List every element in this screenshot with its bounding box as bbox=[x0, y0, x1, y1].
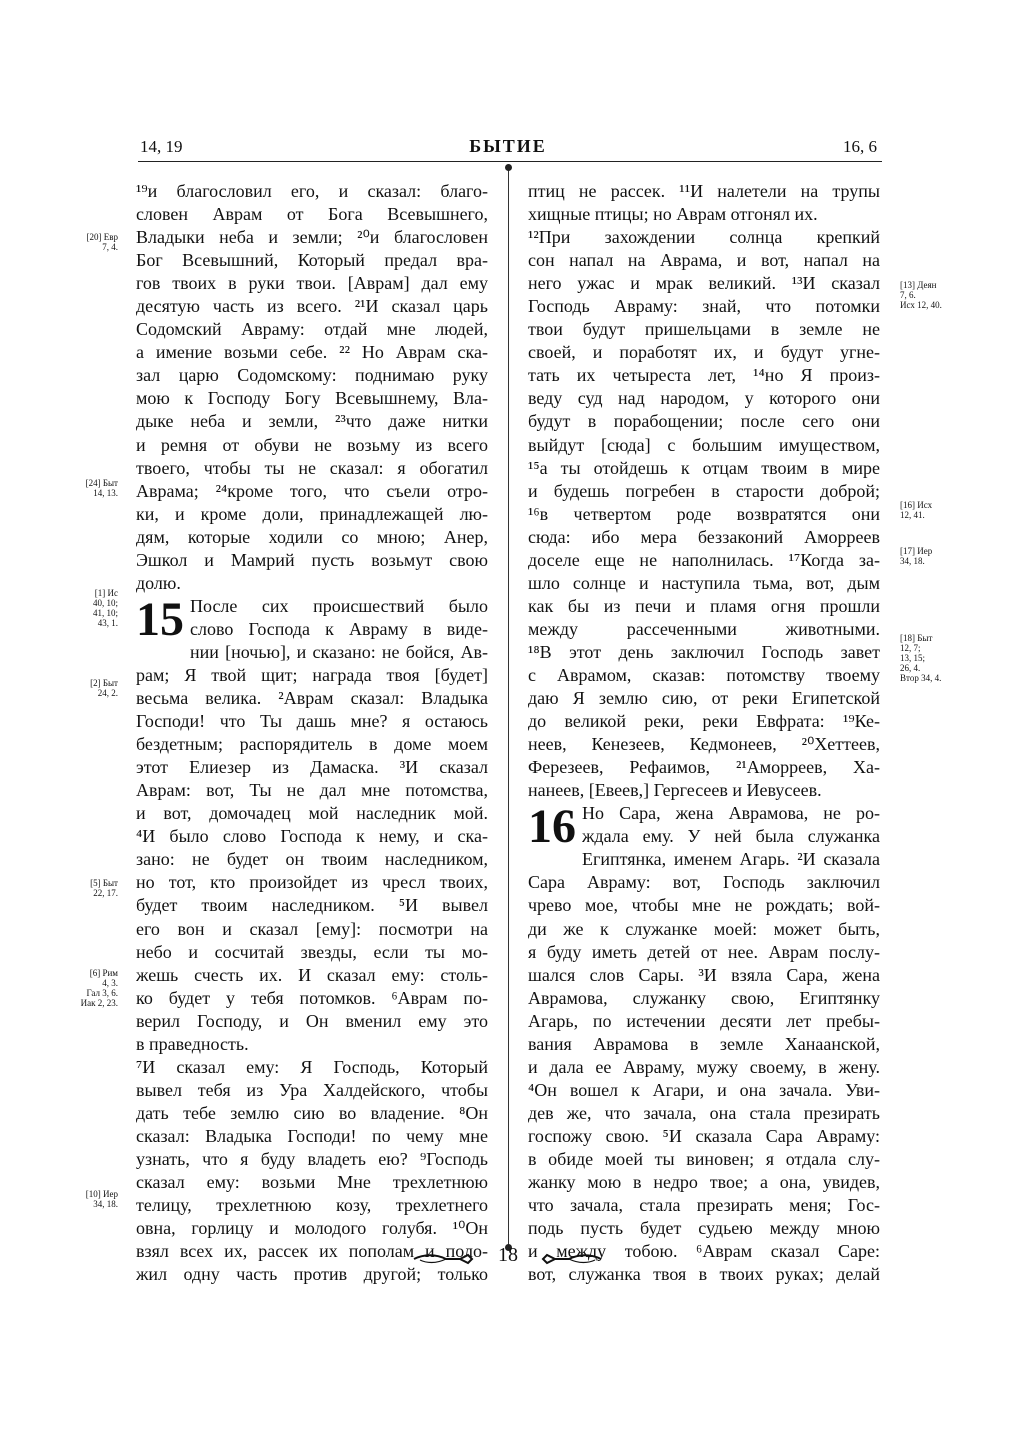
text-line: а имение возьми себе. ²² Но Аврам ска- bbox=[136, 342, 488, 363]
text-line: Аврама; ²⁴кроме того, что съели отро- bbox=[136, 480, 488, 501]
text-line: зано: не будет он твоим наследником, bbox=[136, 849, 488, 870]
text-line: жешь счесть их. И сказал ему: столь- bbox=[136, 964, 488, 985]
text-line: Сара Авраму: вот, Господь заключил bbox=[528, 872, 880, 893]
cross-reference-line: 7, 6. bbox=[900, 290, 916, 300]
cross-reference-line: [17] Иер bbox=[900, 546, 933, 556]
chapter-16-block bbox=[528, 802, 880, 1286]
text-line: дев же, что зачала, она стала презирать bbox=[528, 1102, 880, 1123]
cross-reference-line: Втор 34, 4. bbox=[900, 673, 942, 683]
cross-reference-line: Иак 2, 23. bbox=[80, 998, 118, 1008]
text-line: слово Господа к Авраму в виде- bbox=[190, 618, 488, 639]
cross-reference-note bbox=[64, 968, 118, 1008]
header-rule bbox=[138, 161, 882, 162]
text-line: веду суд над народом, у которого они bbox=[528, 388, 880, 409]
text-line: Эшкол и Мамрий пусть возьмут свою bbox=[136, 549, 488, 570]
text-line: десятую часть из всего. ²¹И сказал царь bbox=[136, 296, 488, 317]
text-line: шло солнце и наступила тьма, вот, дым bbox=[528, 572, 880, 593]
text-line: Аврам: вот, Ты не дал мне потомства, bbox=[136, 780, 488, 801]
cross-reference-line: [10] Иер bbox=[85, 1189, 118, 1199]
cross-reference-line: [5] Быт bbox=[90, 878, 118, 888]
cross-reference-line: 7, 4. bbox=[102, 242, 118, 252]
text-line: ди же к служанке моей: может быть, bbox=[528, 918, 880, 939]
cross-reference-note bbox=[64, 588, 118, 628]
cross-reference-line: [13] Деян bbox=[900, 280, 937, 290]
text-line: бездетным; распорядитель в доме моем bbox=[136, 734, 488, 755]
cross-reference-line: 12, 41. bbox=[900, 510, 925, 520]
text-line: доселе еще не наполнилась. ¹⁷Когда за- bbox=[528, 549, 880, 570]
text-line: его вон и сказал [ему]: посмотри на bbox=[136, 918, 488, 939]
text-line: твои будут пришельцами в земле не bbox=[528, 319, 880, 340]
text-line: этот Елиезер из Дамаска. ³И сказал bbox=[136, 757, 488, 778]
cross-reference-line: 12, 7; bbox=[900, 643, 921, 653]
text-line: госпожу свою. ⁵И сказала Сара Авраму: bbox=[528, 1125, 880, 1146]
cross-reference-line: 13, 15; bbox=[900, 653, 926, 663]
text-line: и между тобою. ⁶Аврам сказал Саре: bbox=[528, 1241, 880, 1262]
text-line: словен Аврам от Бога Всевышнего, bbox=[136, 204, 488, 225]
text-line: жил одну часть против другой; только bbox=[136, 1264, 488, 1285]
text-line: сюда: ибо мера беззаконий Аморреев bbox=[528, 526, 880, 547]
cross-reference-note bbox=[900, 633, 960, 683]
text-line: и будешь погребен в старости доброй; bbox=[528, 480, 880, 501]
cross-reference-line: 22, 17. bbox=[93, 888, 118, 898]
text-line: дям, которые ходили со мною; Анер, bbox=[136, 526, 488, 547]
cross-reference-note bbox=[64, 232, 118, 252]
text-line: Но Сара, жена Аврамова, не ро- bbox=[582, 803, 880, 824]
text-line: овна, горлицу и молодого голубя. ¹⁰Он bbox=[136, 1218, 488, 1239]
running-head-left-ref: 14, 19 bbox=[140, 137, 183, 156]
cross-reference-note bbox=[64, 678, 118, 698]
text-line: Египтянка, именем Агарь. ²И сказала bbox=[582, 849, 880, 870]
text-line: ⁴Он вошел к Агари, и она зачала. Уви- bbox=[528, 1079, 880, 1100]
chapter-15-text bbox=[136, 592, 488, 1056]
text-line: ⁷И сказал ему: Я Господь, Который bbox=[136, 1056, 488, 1077]
cross-reference-line: [2] Быт bbox=[90, 678, 118, 688]
running-head-title: БЫТИЕ bbox=[469, 136, 547, 156]
cross-reference-note bbox=[64, 1189, 118, 1209]
cross-reference-line: [24] Быт bbox=[85, 478, 118, 488]
text-line: шался слов Сары. ³И взяла Сара, жена bbox=[528, 964, 880, 985]
left-text-column bbox=[136, 180, 488, 1286]
cross-reference-line: [1] Ис bbox=[94, 588, 118, 598]
text-line: в праведность. bbox=[136, 1033, 249, 1054]
text-line: своей, и поработят их, и будут угне- bbox=[528, 342, 880, 363]
text-line: дыке неба и земли, ²³что даже нитки bbox=[136, 411, 488, 432]
cross-reference-line: 4, 3. bbox=[102, 978, 118, 988]
text-line: как бы из печи и пламя огня прошли bbox=[528, 595, 880, 616]
cross-reference-note bbox=[900, 500, 960, 520]
chapter-number-16: 16 bbox=[528, 800, 576, 854]
text-line: с Аврамом, сказав: потомству твоему bbox=[528, 664, 880, 685]
text-line: жанку мою в недро твое; а она, увидев, bbox=[528, 1172, 880, 1193]
left-chapter-14-text bbox=[136, 180, 488, 595]
text-line: будут в порабощении; после сего они bbox=[528, 411, 880, 432]
text-line: даю Я землю сию, от реки Египетской bbox=[528, 688, 880, 709]
text-line: дать тебе землю сию во владение. ⁸Он bbox=[136, 1102, 488, 1123]
text-line: Господь Авраму: знай, что потомки bbox=[528, 296, 880, 317]
text-line: После сих происшествий было bbox=[190, 595, 488, 616]
text-line: нии [ночью], и сказано: не бойся, Ав- bbox=[190, 641, 488, 662]
text-line: неев, Кенезеев, Кедмонеев, ²⁰Хеттеев, bbox=[528, 734, 880, 755]
cross-reference-note bbox=[900, 280, 960, 310]
running-head-right-ref: 16, 6 bbox=[843, 137, 877, 156]
text-line: ⁴И было слово Господа к нему, и ска- bbox=[136, 826, 488, 847]
text-line: до великой реки, реки Евфрата: ¹⁹Ке- bbox=[528, 711, 880, 732]
text-line: птиц не рассек. ¹¹И налетели на трупы bbox=[528, 181, 880, 201]
text-line: ¹⁸В этот день заключил Господь завет bbox=[528, 641, 880, 662]
text-line: нанеев, [Евеев,] Гергесеев и Иевусеев. bbox=[528, 780, 822, 801]
text-line: весьма велика. ²Аврам сказал: Владыка bbox=[136, 688, 488, 709]
text-line: Ферезеев, Рефаимов, ²¹Аморреев, Ха- bbox=[528, 757, 880, 778]
text-line: но тот, кто произойдет из чресл твоих, bbox=[136, 872, 488, 893]
text-line: что зачала, стала презирать меня; Гос- bbox=[528, 1195, 880, 1216]
right-text-column bbox=[528, 180, 880, 1286]
text-line: вания Аврамова в земле Ханаанской, bbox=[528, 1033, 880, 1054]
text-line: и ремня от обуви не возьму из всего bbox=[136, 434, 488, 455]
page-number: 18 bbox=[498, 1244, 518, 1266]
text-line: вот, служанка твоя в твоих руках; делай bbox=[528, 1264, 880, 1285]
text-line: тать их четыреста лет, ¹⁴но Я произ- bbox=[528, 365, 880, 386]
text-line: узнать, что я буду владеть ею? ⁹Господь bbox=[136, 1148, 488, 1169]
text-line: гов твоих в руки твои. [Аврам] дал ему bbox=[136, 273, 488, 294]
text-line: Господи! что Ты дашь мне? я остаюсь bbox=[136, 711, 488, 732]
text-line: зал царю Содомскому: поднимаю руку bbox=[136, 365, 488, 386]
text-line: сказал: Владыка Господи! по чему мне bbox=[136, 1125, 488, 1146]
cross-reference-line: 34, 18. bbox=[900, 556, 925, 566]
text-line: ждала ему. У ней была служанка bbox=[582, 826, 880, 847]
text-line: ки, и кроме доли, принадлежащей лю- bbox=[136, 503, 488, 524]
text-line: будет твоим наследником. ⁵И вывел bbox=[136, 895, 488, 916]
text-line: и вот, домочадец мой наследник мой. bbox=[136, 803, 488, 824]
text-line: телицу, трехлетнюю козу, трехлетнего bbox=[136, 1195, 488, 1216]
text-line: долю. bbox=[136, 572, 181, 593]
chapter-15-block bbox=[136, 592, 488, 1056]
text-line: я буду иметь детей от нее. Аврам послу- bbox=[528, 941, 880, 962]
footer-ornament-right bbox=[541, 1252, 603, 1266]
cross-reference-note bbox=[900, 546, 960, 566]
text-line: Бог Всевышний, Который предал вра- bbox=[136, 250, 488, 271]
text-line: ¹⁶в четвертом роде возвратятся они bbox=[528, 503, 880, 524]
text-line: небо и сосчитай звезды, если ты мо- bbox=[136, 941, 488, 962]
text-line: выйдут [сюда] с большим имуществом, bbox=[528, 434, 880, 455]
text-line: Аврамова, служанку свою, Египтянку bbox=[528, 987, 880, 1008]
cross-reference-line: [20] Евр bbox=[86, 232, 118, 242]
text-line: в обиде моей ты виновен; я отдала слу- bbox=[528, 1148, 880, 1169]
cross-reference-line: 26, 4. bbox=[900, 663, 921, 673]
cross-reference-line: 43, 1. bbox=[97, 618, 118, 628]
cross-reference-line: 40, 10; bbox=[92, 598, 118, 608]
text-line: твоего, чтобы ты не сказал: я обогатил bbox=[136, 457, 488, 478]
chapter-16-text bbox=[528, 802, 880, 1286]
text-line: рам; Я твой щит; награда твоя [будет] bbox=[136, 664, 488, 685]
cross-reference-line: Гал 3, 6. bbox=[86, 988, 118, 998]
cross-reference-note bbox=[64, 478, 118, 498]
text-line: ¹²При захождении солнца крепкий bbox=[528, 227, 880, 248]
text-line: Владыки неба и земли; ²⁰и благословен bbox=[136, 227, 488, 248]
cross-reference-line: 14, 13. bbox=[93, 488, 118, 498]
text-line: и дала ее Авраму, мужу своему, в жену. bbox=[528, 1056, 880, 1077]
cross-reference-note bbox=[64, 878, 118, 898]
cross-reference-line: 41, 10; bbox=[92, 608, 118, 618]
text-line: Агарь, по истечении десяти лет пребы- bbox=[528, 1010, 880, 1031]
column-divider bbox=[508, 168, 509, 1250]
text-line: между рассеченными животными. bbox=[528, 618, 880, 639]
text-line: ко будет у тебя потомков. ⁶Аврам по- bbox=[136, 987, 488, 1008]
text-line: верил Господу, и Он вменил ему это bbox=[136, 1010, 488, 1031]
text-line: сон напал на Аврама, и вот, напал на bbox=[528, 250, 880, 271]
cross-reference-line: 34, 18. bbox=[93, 1199, 118, 1209]
cross-reference-line: Исх 12, 40. bbox=[900, 300, 942, 310]
text-line: вывел тебя из Ура Халдейского, чтобы bbox=[136, 1079, 488, 1100]
text-line: сказал ему: возьми Мне трехлетнюю bbox=[136, 1172, 488, 1193]
text-line: подь пусть будет судьею между мною bbox=[528, 1218, 880, 1239]
chapter-number-15: 15 bbox=[136, 592, 184, 646]
cross-reference-line: [16] Исх bbox=[900, 500, 933, 510]
cross-reference-line: [18] Быт bbox=[900, 633, 933, 643]
text-line: Содомский Авраму: отдай мне людей, bbox=[136, 319, 488, 340]
text-line: него ужас и мрак великий. ¹³И сказал bbox=[528, 273, 880, 294]
text-line: взял всех их, рассек их пополам и поло- bbox=[136, 1241, 488, 1262]
text-line: ¹⁵а ты отойдешь к отцам твоим в мире bbox=[528, 457, 880, 478]
cross-reference-line: [6] Рим bbox=[89, 968, 118, 978]
cross-reference-line: 24, 2. bbox=[97, 688, 118, 698]
divider-top-dot bbox=[505, 164, 512, 171]
text-line: хищные птицы; но Аврам отгонял их. bbox=[528, 204, 818, 225]
right-chapter-15-text bbox=[528, 180, 880, 802]
text-line: мою к Господу Богу Всевышнему, Вла- bbox=[136, 388, 488, 409]
text-line: чрево мое, чтобы мне не рождать; вой- bbox=[528, 895, 880, 916]
text-line: ¹⁹и благословил его, и сказал: благо- bbox=[136, 181, 488, 201]
